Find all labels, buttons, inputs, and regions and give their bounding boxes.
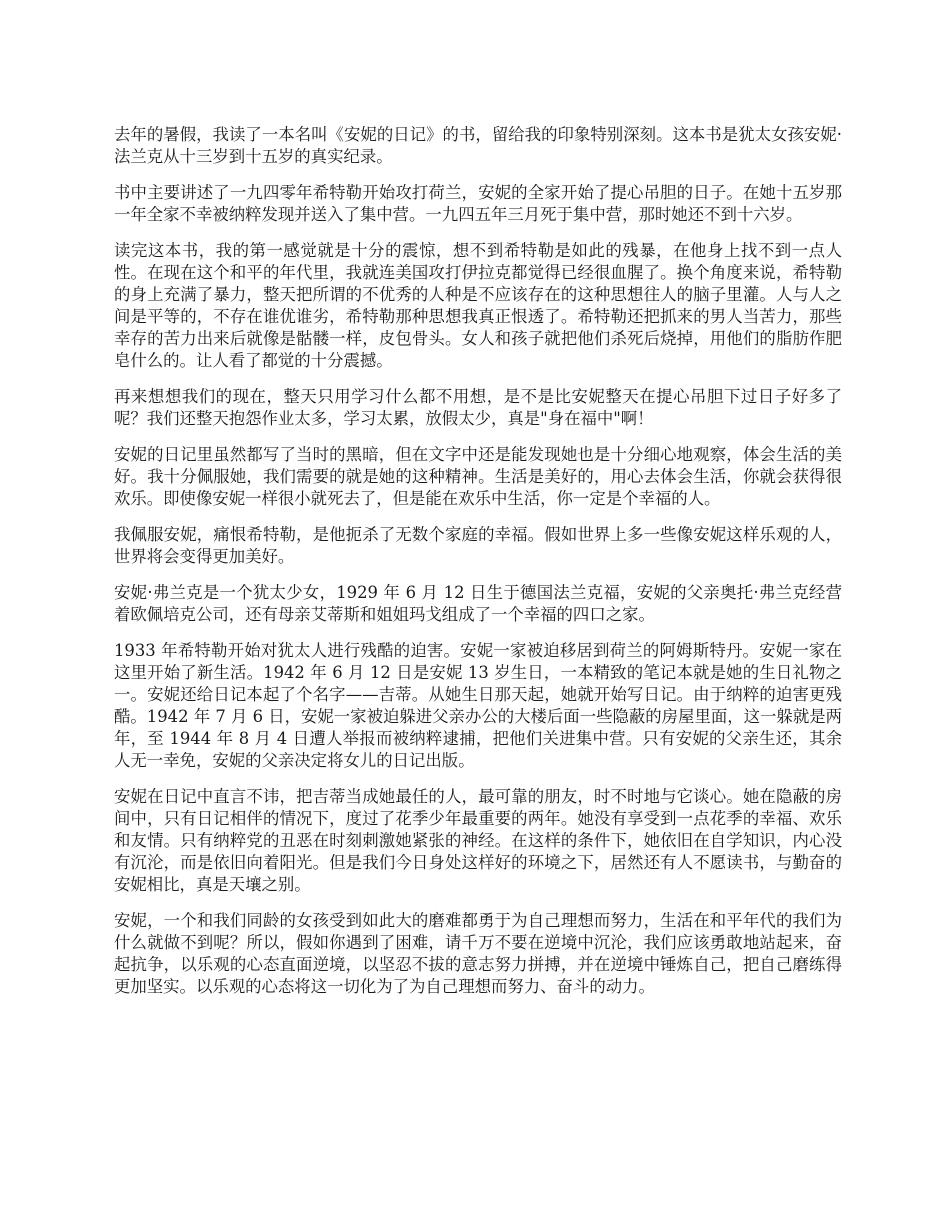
paragraph-2: 书中主要讲述了一九四零年希特勒开始攻打荷兰，安妮的全家开始了提心吊胆的日子。在她十五岁那一年全家不幸被纳粹发现并送入了集中营。一九四五年三月死于集中营，那时她还不到十六岁。: [114, 183, 842, 224]
paragraph-5: 安妮的日记里虽然都写了当时的黑暗，但在文字中还是能发现她也是十分细心地观察，体会生活的美好。我十分佩服她，我们需要的就是她的这种精神。生活是美好的，用心去体会生活，你就会获得很欢乐。即使像安妮一样很小就死去了，但是能在欢乐中生活，你一定是个幸福的人。: [114, 445, 842, 508]
document-body: [114, 124, 842, 1012]
paragraph-10: 安妮，一个和我们同龄的女孩受到如此大的磨难都勇于为自己理想而努力，生活在和平年代的我们为什么就做不到呢？所以，假如你遇到了困难，请千万不要在逆境中沉沦，我们应该勇敢地站起来，奋起抗争，以乐观的心态直面逆境，以坚忍不拔的意志努力拼搏，并在逆境中锤炼自己，把自己磨练得更加坚实。以乐观的心态将这一切化为了为自己理想而努力、奋斗的动力。: [114, 911, 842, 996]
paragraph-6: 我佩服安妮，痛恨希特勒，是他扼杀了无数个家庭的幸福。假如世界上多一些像安妮这样乐观的人，世界将会变得更加美好。: [114, 525, 842, 566]
paragraph-1: 去年的暑假，我读了一本名叫《安妮的日记》的书，留给我的印象特别深刻。这本书是犹太女孩安妮·法兰克从十三岁到十五岁的真实纪录。: [114, 125, 842, 166]
paragraph-9: 安妮在日记中直言不讳，把吉蒂当成她最任的人，最可靠的朋友，时不时地与它谈心。她在隐蔽的房间中，只有日记相伴的情况下，度过了花季少年最重要的两年。她没有享受到一点花季的幸福、欢乐和友情。只有纳粹党的丑恶在时刻刺激她紧张的神经。在这样的条件下，她依旧在自学知识，内心没有沉沦，而是依旧向着阳光。但是我们今日身处这样好的环境之下，居然还有人不愿读书，与勤奋的安妮相比，真是天壤之别。: [114, 787, 842, 894]
paragraph-8: 1933 年希特勒开始对犹太人进行残酷的迫害。安妮一家被迫移居到荷兰的阿姆斯特丹。安妮一家在这里开始了新生活。1942 年 6 月 12 日是安妮 13 岁生日，一本精致的笔记本就是她的生日礼物之一。安妮还给日记本起了个名字——吉蒂。从她生日那天起，她就开始写日记。由于纳粹的迫害更残酷。1942 年 7 月 6 日，安妮一家被迫躲进父亲办公的大楼后面一些隐蔽的房屋里面，这一躲就是两年，至 1944 年 8 月 4 日遭人举报而被纳粹逮捕，把他们关进集中营。只有安妮的父亲生还，其余人无一幸免，安妮的父亲决定将女儿的日记出版。: [114, 641, 842, 770]
paragraph-4: 再来想想我们的现在，整天只用学习什么都不用想，是不是比安妮整天在提心吊胆下过日子好多了呢？我们还整天抱怨作业太多，学习太累，放假太少，真是"身在福中"啊！: [114, 387, 842, 428]
paragraph-3: 读完这本书，我的第一感觉就是十分的震惊，想不到希特勒是如此的残暴，在他身上找不到一点人性。在现在这个和平的年代里，我就连美国攻打伊拉克都觉得已经很血腥了。换个角度来说，希特勒的身上充满了暴力，整天把所谓的不优秀的人种是不应该存在的这种思想往人的脑子里灌。人与人之间是平等的，不存在谁优谁劣，希特勒那种思想我真正恨透了。希特勒还把抓来的男人当苦力，那些幸存的苦力出来后就像是骷髅一样，皮包骨头。女人和孩子就把他们杀死后烧掉，用他们的脂肪作肥皂什么的。让人看了都觉的十分震撼。: [114, 241, 842, 370]
paragraph-7: 安妮·弗兰克是一个犹太少女，1929 年 6 月 12 日生于德国法兰克福，安妮的父亲奥托·弗兰克经营着欧佩培克公司，还有母亲艾蒂斯和姐姐玛戈组成了一个幸福的四口之家。: [114, 583, 842, 624]
